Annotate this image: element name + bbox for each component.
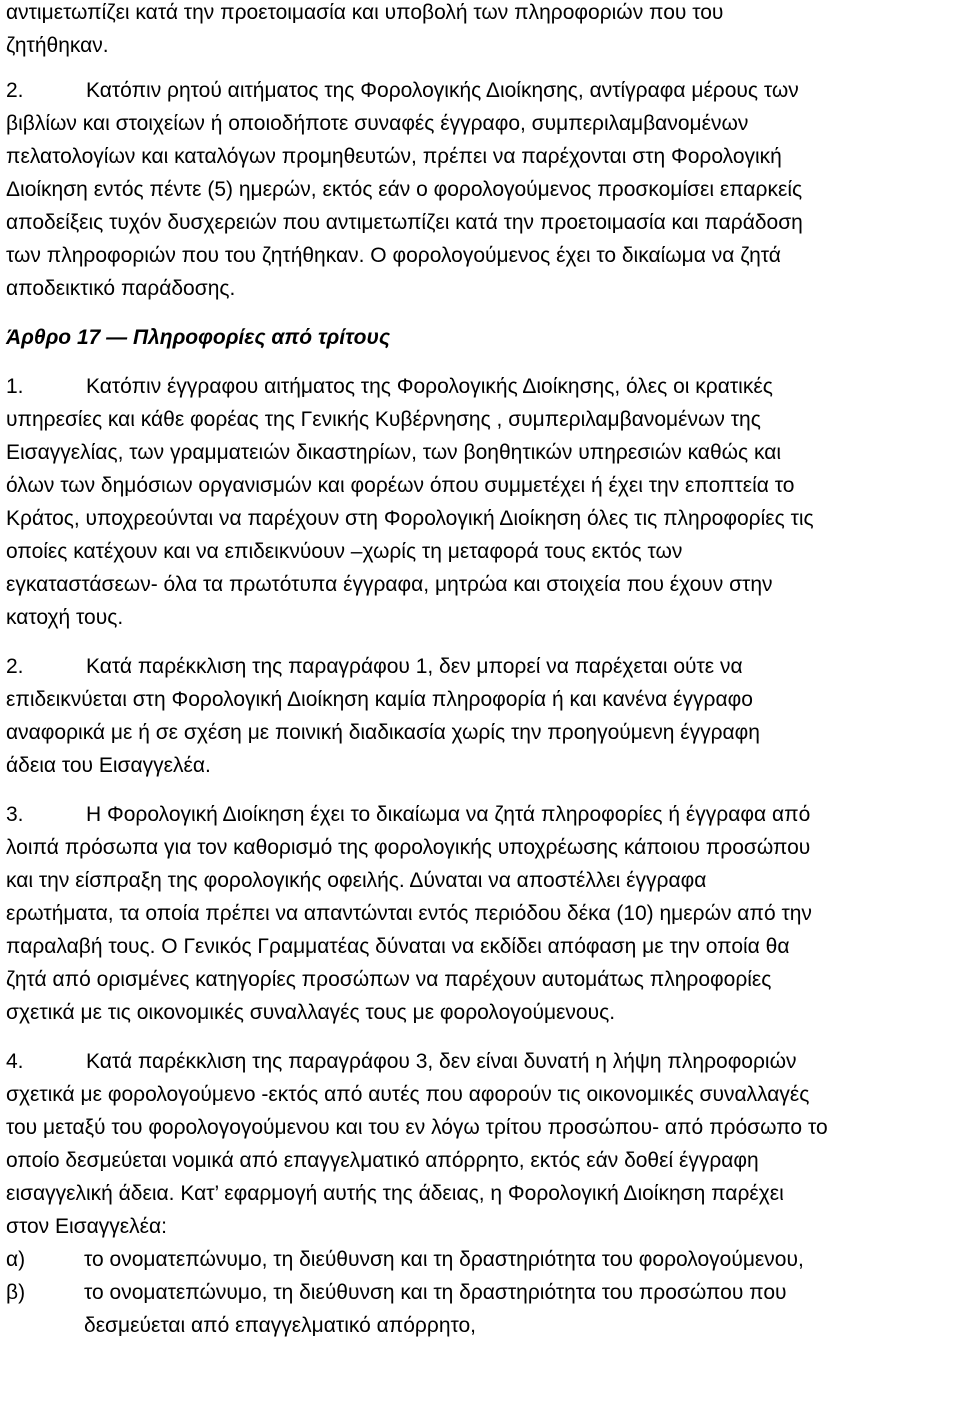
text-line: άδεια του Εισαγγελέα. xyxy=(6,754,211,777)
text-span: Κατόπιν ρητού αιτήματος της Φορολογικής Διοίκησης, αντίγραφα μέρους των xyxy=(86,79,799,102)
article-paragraph-1 xyxy=(6,370,956,634)
text-line: εγκαταστάσεων- όλα τα πρωτότυπα έγγραφα, μητρώα και στοιχεία που έχουν στην xyxy=(6,573,773,596)
document-page xyxy=(6,0,956,1342)
list-item-label: α) xyxy=(6,1248,26,1271)
text-line: όλων των δημόσιων οργανισμών και φορέων όπου συμμετέχει ή έχει την εποπτεία το xyxy=(6,474,795,497)
text-line: οποίες κατέχουν και να επιδεικνύουν –χωρίς τη μεταφορά τους εκτός των xyxy=(6,540,683,563)
text-line: αποδεικτικό παράδοσης. xyxy=(6,277,236,300)
text-line: στον Εισαγγελέα: xyxy=(6,1215,167,1238)
text-line: των πληροφοριών που του ζητήθηκαν. Ο φορολογούμενος έχει το δικαίωμα να ζητά xyxy=(6,244,781,267)
article-paragraph-3 xyxy=(6,798,956,1029)
text-line xyxy=(6,74,956,107)
list-item xyxy=(6,1243,956,1276)
text-line: εισαγγελική άδεια. Κατ’ εφαρμογή αυτής της άδειας, η Φορολογική Διοίκηση παρέχει xyxy=(6,1182,784,1205)
text-line: παραλαβή τους. Ο Γενικός Γραμματέας δύναται να εκδίδει απόφαση με την οποία θα xyxy=(6,935,790,958)
text-line: σχετικά με τις οικονομικές συναλλαγές τους με φορολογούμενους. xyxy=(6,1001,616,1024)
text-line xyxy=(6,1045,956,1078)
text-line: το ονοματεπώνυμο, τη διεύθυνση και τη δραστηριότητα του προσώπου που xyxy=(84,1281,787,1304)
list-item-text xyxy=(84,1276,787,1342)
text-line: λοιπά πρόσωπα για τον καθορισμό της φορολογικής υποχρέωσης κάποιου προσώπου xyxy=(6,836,811,859)
text-span: Η Φορολογική Διοίκηση έχει το δικαίωμα να ζητά πληροφορίες ή έγγραφα από xyxy=(86,803,811,826)
text-line: οποίο δεσμεύεται νομικά από επαγγελματικό απόρρητο, εκτός εάν δοθεί έγγραφη xyxy=(6,1149,759,1172)
text-line: σχετικά με φορολογούμενο -εκτός από αυτές που αφορούν τις οικονομικές συναλλαγές xyxy=(6,1083,810,1106)
article-heading: Άρθρο 17 — Πληροφορίες από τρίτους xyxy=(6,326,391,349)
text-span: Κατά παρέκκλιση της παραγράφου 1, δεν μπορεί να παρέχεται ούτε να xyxy=(86,655,743,678)
text-line: αναφορικά με ή σε σχέση με ποινική διαδικασία χωρίς την προηγούμενη έγγραφη xyxy=(6,721,760,744)
text-line: δεσμεύεται από επαγγελματικό απόρρητο, xyxy=(84,1314,477,1337)
text-line: αντιμετωπίζει κατά την προετοιμασία και υποβολή των πληροφοριών που του xyxy=(6,1,724,24)
text-line: του μεταξύ του φορολογογούμενου και του εν λόγω τρίτου προσώπου- από πρόσωπο το xyxy=(6,1116,828,1139)
text-span: Κατόπιν έγγραφου αιτήματος της Φορολογικής Διοίκησης, όλες οι κρατικές xyxy=(86,375,773,398)
text-line: πελατολογίων και καταλόγων προμηθευτών, πρέπει να παρέχονται στη Φορολογική xyxy=(6,145,782,168)
paragraph-number: 4. xyxy=(6,1050,24,1073)
text-span: Κατά παρέκκλιση της παραγράφου 3, δεν είναι δυνατή η λήψη πληροφοριών xyxy=(86,1050,797,1073)
paragraph-number: 2. xyxy=(6,655,24,678)
article-paragraph-2 xyxy=(6,650,956,782)
paragraph-number: 1. xyxy=(6,375,24,398)
paragraph-2 xyxy=(6,74,956,305)
text-line: βιβλίων και στοιχείων ή οποιοδήποτε συναφές έγγραφο, συμπεριλαμβανομένων xyxy=(6,112,749,135)
text-line: αποδείξεις τυχόν δυσχερειών που αντιμετωπίζει κατά την προετοιμασία και παράδοση xyxy=(6,211,803,234)
paragraph-number: 2. xyxy=(6,79,24,102)
text-line: επιδεικνύεται στη Φορολογική Διοίκηση καμία πληροφορία ή και κανένα έγγραφο xyxy=(6,688,753,711)
intro-paragraph xyxy=(6,0,956,62)
text-line xyxy=(6,798,956,831)
text-line xyxy=(6,370,956,403)
article-paragraph-4 xyxy=(6,1045,956,1243)
paragraph-number: 3. xyxy=(6,803,24,826)
list-item-label: β) xyxy=(6,1281,26,1304)
list-item-text xyxy=(84,1243,804,1276)
text-line: υπηρεσίες και κάθε φορέας της Γενικής Κυβέρνησης , συμπεριλαμβανομένων της xyxy=(6,408,761,431)
text-line: το ονοματεπώνυμο, τη διεύθυνση και τη δραστηριότητα του φορολογούμενου, xyxy=(84,1248,804,1271)
text-line: ζητά από ορισμένες κατηγορίες προσώπων να παρέχουν αυτομάτως πληροφορίες xyxy=(6,968,772,991)
text-line: ζητήθηκαν. xyxy=(6,34,109,57)
text-line xyxy=(6,650,956,683)
list-item xyxy=(6,1276,956,1342)
text-line: Εισαγγελίας, των γραμματειών δικαστηρίων, των βοηθητικών υπηρεσιών καθώς και xyxy=(6,441,782,464)
text-line: και την είσπραξη της φορολογικής οφειλής. Δύναται να αποστέλλει έγγραφα xyxy=(6,869,707,892)
text-line: κατοχή τους. xyxy=(6,606,124,629)
text-line: ερωτήματα, τα οποία πρέπει να απαντώνται εντός περιόδου δέκα (10) ημερών από την xyxy=(6,902,812,925)
text-line: Διοίκηση εντός πέντε (5) ημερών, εκτός εάν ο φορολογούμενος προσκομίσει επαρκείς xyxy=(6,178,803,201)
text-line: Κράτος, υποχρεούνται να παρέχουν στη Φορολογική Διοίκηση όλες τις πληροφορίες τις xyxy=(6,507,814,530)
